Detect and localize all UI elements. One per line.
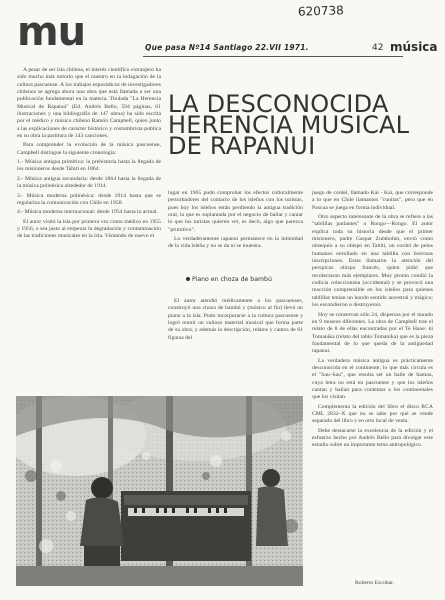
photo-caption [186, 276, 272, 283]
section-title: música [390, 40, 438, 54]
photo-caption-text: Piano en choza de bambú [192, 276, 272, 283]
article-photo [16, 396, 303, 586]
chronology-item: 1.- Música antigua primitiva: la prehistoria hasta la llegada de los misioneros desde Tahití en 1864. [17, 159, 161, 173]
page-number: 42 [372, 43, 384, 53]
paragraph: El autor atendió médicamente a los pascuenses, construyó una choza de bambú y (músico al fin) llevó un piano a la isla. Pudo incorporarse a la cultura pascuense y logró reunir un valioso material musical que forma parte de su obra, y además la descripción, relatos y cantos de 61 figuras del [168, 298, 303, 341]
paragraph: La verdadera música antigua es prácticamente desconocida en el continente; lo que más circula es el "Sau–Sau", que resulta ser un baile de Samoa, cuya letra no está en pascuense y que los isleños cantan y bailan para contentar a los continentales que los visitan. [312, 357, 433, 401]
title-line: LA DESCONOCIDA [168, 90, 389, 118]
article-column-middle-lower [168, 298, 303, 344]
article-column-middle [168, 190, 303, 253]
piano-hut-photo [16, 396, 303, 586]
chronology-item: 3.- Música moderna polinésica: desde 1914 hasta que se regulariza la comunicación con Chile en 1958. [17, 192, 161, 206]
title-line: DE RAPANUI [168, 132, 316, 160]
paragraph: A pesar de ser isla chilena, el interés científico extranjero ha sido mucho más notorio que el nuestro en la indagación de la cultura pascuense. A los trabajos esporádicos de investigadores chilenos se agrega ahora una obra que está llamada a ser una publicación fundamental en la materia. Titulada "La Herencia Musical de Rapanui" (Ed. Andrés Bello, 594 páginas, 61 ilustraciones y una bibliografía de 147 obras) ha sido escrita por el médico y músico chileno Ramón Campbell, quien junto a las explicaciones de carácter histórico y costumbrista publica en su obra la partitura de 143 canciones. [17, 67, 161, 140]
paragraph: Otro aspecto interesante de la obra se refiere a las "tablillas parlantes" o Rongo—Rongo. El autor explica toda su historia desde que el primer misionero, padre Gaspar Zumbohm, envió como obsequio a su obispo en Tahití, un cordel de pelos humanos enrollado en una tablilla con borrosas inscripciones. Estas llamaron la atención del perspicaz obispo francés, quien pidió que recolectaran más ejemplares. Muy pronto cundió la codicia coleccionista (occidental) y se provocó una reacción comprensible en los isleños para quienes tablillas tenían un hondo sentido ancestral y mágico; los escondieron o destruyeron. [312, 214, 433, 309]
folio-divider [143, 56, 403, 57]
paragraph: Complementa la edición del libro el disco RCA CML 2832–X que no se sabe por qué se vende separado del libro y en otro local de venta. [312, 403, 433, 425]
article-column-left [17, 67, 161, 243]
paragraph: juego de cordel, llamado Kai - Kai, que corresponde a lo que en Chile llamamos "cunitas", pero que en Pascua se juega en forma individual. [312, 190, 433, 211]
paragraph: Lo verdaderamente rapanui permanece en la intimidad de la vida isleña y no se da ni se muestra. [168, 236, 303, 250]
article-column-right [312, 190, 433, 452]
publication-date-handwritten: Que pasa Nº14 Santiago 22.VII 1971. [145, 43, 309, 52]
chronology-item: 2.- Música antigua secundaria: desde 1864 hasta la llegada de la música polinésica alrededor de 1914. [17, 175, 161, 190]
chronology-item: 4.- Música moderna internacional: desde 1954 hasta lo actual. [17, 209, 158, 216]
paragraph: Debe destacarse la excelencia de la edición y el esfuerzo hecho por Andrés Bello para divulgar este estudio sobre un importante tema antropológico. [312, 427, 433, 449]
paragraph: Hoy se conservan sólo 24, dispersas por el mundo en 9 museos diferentes. La obra de Campbell trae el relato de 8 de ellas encontradas por el Te Haoe: ki Tomanika (relato del tablo Tomanika) que es la pieza fundamental de lo que queda de la antigüedad rapanui. [312, 311, 433, 355]
magazine-logo: mu [17, 9, 86, 55]
paragraph: lugar en 1965 pudo comprobar los efectos culturalmente perturbadores del contacto de los isleños con los turistas, pues hoy los isleños están perdiendo la antigua tradición oral, la que es suplantada por el negocio de bailar y cantar lo que los turistas quieren ver, es decir, algo que parezca "primitivo". [168, 190, 303, 233]
caption-bullet-icon [186, 277, 190, 281]
author-signature: Roberto Escobar. [355, 580, 395, 586]
article-title [168, 90, 428, 160]
paragraph: El autor visitó la isla por primera vez como médico en 1955 y 1956, o sea justo al empezar la degradación y contaminación de las tradiciones musicales en la isla. Visitando de nuevo el [17, 218, 161, 240]
paragraph: Para comprender la evolución de la música pascuense, Campbell distingue la siguiente cronología: [17, 142, 161, 156]
title-line: HERENCIA MUSICAL [168, 111, 410, 139]
archive-id-handwritten: 620738 [297, 3, 345, 19]
